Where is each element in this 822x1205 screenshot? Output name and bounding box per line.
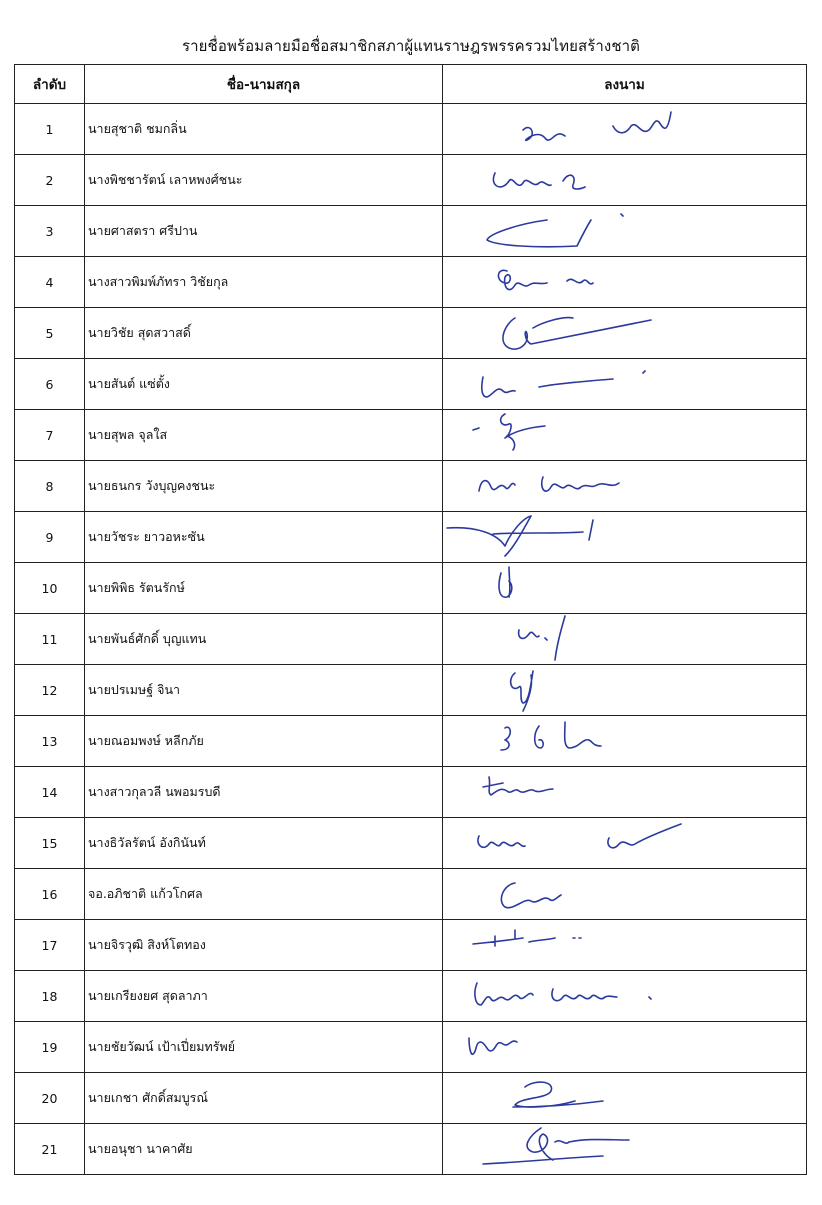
row-number: 8 [15,461,85,512]
signature-cell [443,257,807,308]
row-number: 7 [15,410,85,461]
signature-mark [443,359,807,409]
header-signature: ลงนาม [443,65,807,104]
signature-cell [443,461,807,512]
row-name: นายณอมพงษ์ หลีกภัย [85,716,443,767]
table-row [15,716,807,767]
row-name: นายชัยวัฒน์ เป้าเปี่ยมทรัพย์ [85,1022,443,1073]
row-name: นายเกรียงยศ สุดลาภา [85,971,443,1022]
signature-mark [443,716,807,766]
table-row [15,1022,807,1073]
signature-mark [443,1124,807,1174]
row-name: นางธิวัลรัตน์ อังกินันท์ [85,818,443,869]
signature-mark [443,920,807,970]
row-number: 6 [15,359,85,410]
row-name: นางสาวกุลวลี นพอมรบดี [85,767,443,818]
table-row [15,1073,807,1124]
row-number: 4 [15,257,85,308]
table-row [15,614,807,665]
document-title: รายชื่อพร้อมลายมือชื่อสมาชิกสภาผู้แทนราษฎรพรรครวมไทยสร้างชาติ [181,37,640,55]
signature-table [14,64,807,1175]
signature-cell [443,1124,807,1175]
signature-cell [443,665,807,716]
row-number: 5 [15,308,85,359]
signature-mark [443,1073,807,1123]
row-name: นายพันธ์ศักดิ์ บุญแทน [85,614,443,665]
row-number: 14 [15,767,85,818]
row-number: 20 [15,1073,85,1124]
signature-cell [443,767,807,818]
table-row [15,155,807,206]
signature-mark [443,104,807,154]
row-name: นายสุพล จุลใส [85,410,443,461]
row-name: นายวัชระ ยาวอหะซัน [85,512,443,563]
signature-mark [443,818,807,868]
signature-cell [443,359,807,410]
row-name: นายสันต์ แซ่ตั้ง [85,359,443,410]
signature-mark [443,971,807,1021]
table-row [15,206,807,257]
signature-mark [443,512,807,562]
row-name: นายสุชาติ ชมกลิ่น [85,104,443,155]
table-row [15,104,807,155]
table-row [15,920,807,971]
signature-cell [443,563,807,614]
table-row [15,512,807,563]
row-number: 15 [15,818,85,869]
signature-cell [443,104,807,155]
signature-mark [443,1022,807,1072]
signature-mark [443,410,807,460]
signature-mark [443,767,807,817]
signature-mark [443,614,807,664]
signature-cell [443,308,807,359]
row-number: 11 [15,614,85,665]
signature-cell [443,920,807,971]
row-number: 10 [15,563,85,614]
table-row [15,359,807,410]
row-number: 21 [15,1124,85,1175]
row-number: 12 [15,665,85,716]
signature-cell [443,1073,807,1124]
signature-cell [443,206,807,257]
row-name: นายจิรวุฒิ สิงห์โตทอง [85,920,443,971]
row-name: นายวิชัย สุดสวาสดิ์ [85,308,443,359]
signature-cell [443,512,807,563]
signature-mark [443,461,807,511]
signature-mark [443,155,807,205]
row-name: นายธนกร วังบุญคงชนะ [85,461,443,512]
row-name: นางพิชชารัตน์ เลาหพงศ์ชนะ [85,155,443,206]
signature-cell [443,716,807,767]
table-row [15,410,807,461]
table-row [15,1124,807,1175]
signature-mark [443,563,807,613]
table-row [15,461,807,512]
header-name: ชื่อ-นามสกุล [85,65,443,104]
table-row [15,563,807,614]
row-name: นายศาสตรา ศรีปาน [85,206,443,257]
row-number: 18 [15,971,85,1022]
row-name: จอ.อภิชาติ แก้วโกศล [85,869,443,920]
row-number: 17 [15,920,85,971]
row-name: นางสาวพิมพ์ภัทรา วิชัยกุล [85,257,443,308]
signature-cell [443,410,807,461]
row-number: 19 [15,1022,85,1073]
table-row [15,869,807,920]
signature-mark [443,665,807,715]
table-row [15,971,807,1022]
row-number: 3 [15,206,85,257]
signature-mark [443,206,807,256]
row-name: นายพิพิธ รัตนรักษ์ [85,563,443,614]
signature-cell [443,614,807,665]
signature-cell [443,869,807,920]
signature-cell [443,155,807,206]
row-number: 16 [15,869,85,920]
row-number: 9 [15,512,85,563]
row-name: นายอนุชา นาคาศัย [85,1124,443,1175]
row-number: 13 [15,716,85,767]
signature-cell [443,971,807,1022]
table-row [15,257,807,308]
table-row [15,665,807,716]
signature-cell [443,1022,807,1073]
row-number: 2 [15,155,85,206]
signature-mark [443,308,807,358]
header-no: ลำดับ [15,65,85,104]
signature-mark [443,869,807,919]
row-name: นายเกชา ศักดิ์สมบูรณ์ [85,1073,443,1124]
table-row [15,767,807,818]
table-header-row [15,65,807,104]
row-number: 1 [15,104,85,155]
signature-cell [443,818,807,869]
table-row [15,818,807,869]
table-row [15,308,807,359]
row-name: นายปรเมษฐ์ จินา [85,665,443,716]
signature-mark [443,257,807,307]
